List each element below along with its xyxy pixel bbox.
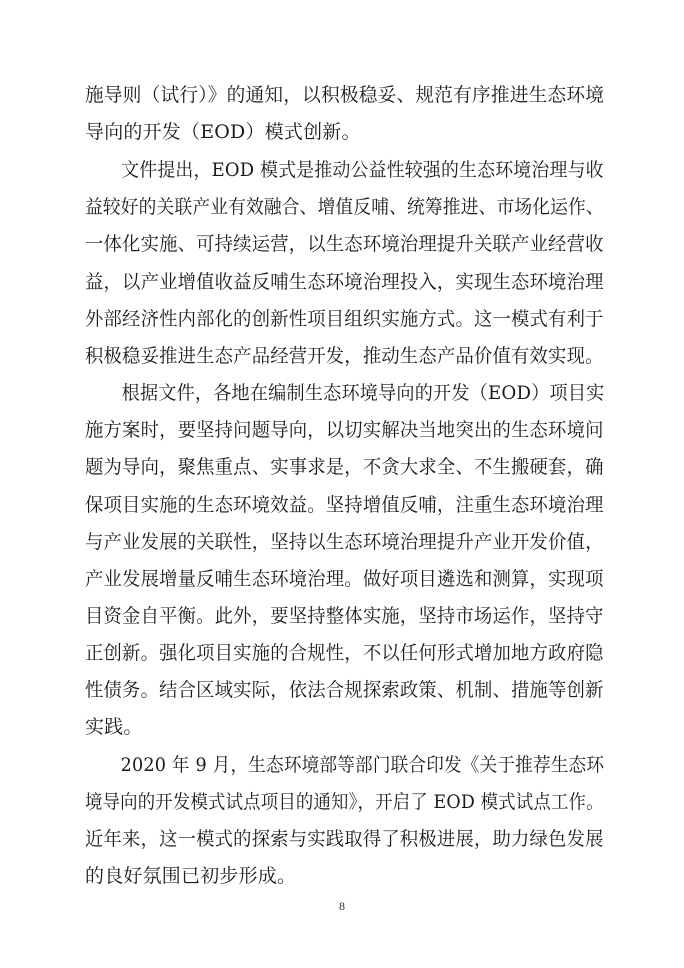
text-line: 保项目实施的生态环境效益。坚持增值反哺，注重生态环境治理 [85, 494, 604, 516]
text-line: 性债务。结合区域实际，依法合规探索政策、机制、措施等创新 [85, 679, 604, 701]
text-line: 2020 年 9 月，生态环境部等部门联合印发《关于推荐生态环 [85, 754, 605, 776]
text-line: 导向的开发（EOD）模式创新。 [85, 121, 361, 143]
text-line: 文件提出，EOD 模式是推动公益性较强的生态环境治理与收 [85, 159, 604, 181]
text-line: 施方案时，要坚持问题导向，以切实解决当地突出的生态环境问 [85, 419, 604, 441]
text-line: 实践。 [85, 716, 143, 738]
text-line: 与产业发展的关联性，坚持以生态环境治理提升产业开发价值， [85, 531, 604, 553]
text-line: 一体化实施、可持续运营，以生态环境治理提升关联产业经营收 [85, 233, 604, 255]
text-line: 正创新。强化项目实施的合规性，不以任何形式增加地方政府隐 [85, 642, 604, 664]
text-line: 题为导向，聚焦重点、实事求是，不贪大求全、不生搬硬套，确 [85, 456, 604, 478]
page-number: 8 [339, 899, 345, 913]
text-line: 益较好的关联产业有效融合、增值反哺、统筹推进、市场化运作、 [85, 196, 604, 218]
text-line: 根据文件，各地在编制生态环境导向的开发（EOD）项目实 [85, 382, 605, 404]
text-line: 目资金自平衡。此外，要坚持整体实施，坚持市场运作，坚持守 [85, 605, 604, 627]
text-line: 外部经济性内部化的创新性项目组织实施方式。这一模式有利于 [85, 308, 604, 330]
text-line: 益，以产业增值收益反哺生态环境治理投入，实现生态环境治理 [85, 271, 604, 293]
text-line: 的良好氛围已初步形成。 [85, 865, 297, 887]
text-line: 施导则（试行）》的通知，以积极稳妥、规范有序推进生态环境 [85, 84, 605, 106]
text-line: 积极稳妥推进生态产品经营开发，推动生态产品价值有效实现。 [85, 345, 604, 367]
text-line: 境导向的开发模式试点项目的通知》，开启了 EOD 模式试点工作。 [85, 791, 604, 813]
text-line: 产业发展增量反哺生态环境治理。做好项目遴选和测算，实现项 [85, 568, 604, 590]
text-line: 近年来，这一模式的探索与实践取得了积极进展，助力绿色发展 [85, 828, 604, 850]
